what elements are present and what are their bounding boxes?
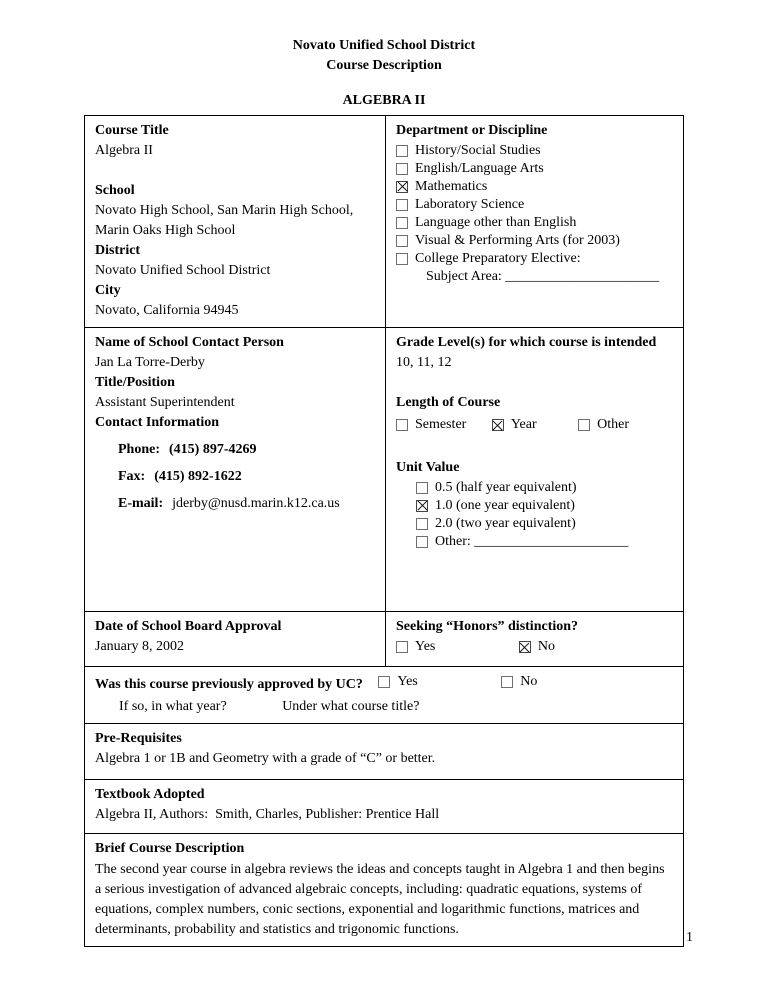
- unit-option: [416, 515, 673, 532]
- checkbox-college-prep-elective[interactable]: [396, 253, 408, 265]
- spacer: [396, 438, 673, 458]
- checkbox-mathematics[interactable]: [396, 181, 408, 193]
- grade-level-value: 10, 11, 12: [396, 355, 452, 370]
- uc-followup-line: [95, 697, 673, 717]
- textbook-text: Algebra II, Authors: Smith, Charles, Publisher: Prentice Hall: [95, 807, 440, 822]
- district-title: Novato Unified School District: [292, 38, 476, 53]
- option-label: Yes: [415, 639, 436, 654]
- unit-option: [416, 497, 673, 514]
- checkbox-uc-yes[interactable]: [378, 676, 390, 688]
- checkbox-visual-performing-arts[interactable]: [396, 235, 408, 247]
- row-description: [85, 833, 683, 946]
- phone-label: Phone:: [118, 442, 160, 457]
- checkbox-unit-other[interactable]: [416, 536, 428, 548]
- option-label: 2.0 (two year equivalent): [435, 516, 576, 531]
- email-line: [118, 494, 375, 514]
- board-approval-date: January 8, 2002: [95, 639, 185, 654]
- department-option: [396, 214, 673, 231]
- checkbox-semester[interactable]: [396, 419, 408, 431]
- department-option: [396, 232, 673, 249]
- option-label: Mathematics: [415, 179, 488, 194]
- length-option-other: [578, 415, 629, 435]
- contact-name-value: Jan La Torre-Derby: [95, 355, 205, 370]
- fax-line: [118, 467, 375, 487]
- board-approval-heading: Date of School Board Approval: [95, 619, 282, 634]
- course-title-value: Algebra II: [95, 143, 153, 158]
- phone-value: (415) 897-4269: [169, 442, 257, 457]
- city-value: Novato, California 94945: [95, 303, 239, 318]
- checkbox-laboratory-science[interactable]: [396, 199, 408, 211]
- length-option-semester: [396, 415, 466, 435]
- row-uc-approval: [85, 666, 683, 723]
- district-label: District: [95, 243, 141, 258]
- checkbox-honors-no[interactable]: [519, 641, 531, 653]
- cell-prerequisites: [85, 724, 683, 779]
- city-label: City: [95, 283, 121, 298]
- option-label: Other: [597, 417, 630, 432]
- option-label: History/Social Studies: [415, 143, 541, 158]
- cell-board-approval: [85, 612, 385, 666]
- row-approval-honors: [85, 611, 683, 666]
- honors-option-yes: [396, 637, 435, 657]
- uc-followup-title: Under what course title?: [282, 699, 420, 714]
- row-prerequisites: [85, 723, 683, 779]
- doc-type-title: Course Description: [326, 58, 442, 73]
- course-title-label: Course Title: [95, 123, 169, 138]
- option-label: 0.5 (half year equivalent): [435, 480, 577, 495]
- contact-person-heading: Name of School Contact Person: [95, 335, 284, 350]
- department-option: [396, 178, 673, 195]
- email-label: E-mail:: [118, 496, 164, 511]
- row-contact-grade: [85, 327, 683, 611]
- option-label: Year: [510, 417, 537, 432]
- option-label: No: [537, 639, 555, 654]
- cell-contact: [85, 328, 385, 611]
- department-heading: Department or Discipline: [396, 123, 548, 138]
- length-of-course-heading: Length of Course: [396, 395, 501, 410]
- option-label: Semester: [415, 417, 467, 432]
- row-course-info: [85, 116, 683, 327]
- uc-question: Was this course previously approved by UC?: [95, 677, 363, 692]
- unit-value-heading: Unit Value: [396, 460, 460, 475]
- description-heading: Brief Course Description: [95, 841, 245, 856]
- spacer: [95, 161, 375, 181]
- course-name-heading: ALGEBRA II: [342, 93, 426, 108]
- checkbox-unit-2-0[interactable]: [416, 518, 428, 530]
- cell-course-identity: [85, 116, 385, 327]
- cell-department: [385, 116, 683, 327]
- option-label: College Preparatory Elective:: [415, 251, 581, 266]
- cell-grade-length-unit: [385, 328, 683, 611]
- page-number: 1: [686, 930, 693, 945]
- title-position-value: Assistant Superintendent: [95, 395, 235, 410]
- description-text: The second year course in algebra reviews the ideas and concepts taught in Algebra 1 and then begins a serious investigation of advanced algebraic concepts, including: quadratic equations, systems of equations, complex numbers, conic sections, exponential and logarithmic functions, matrices and determinants, probability and statistics and trigonomic functions.: [95, 862, 665, 937]
- unit-option: [416, 533, 673, 550]
- option-label: English/Language Arts: [415, 161, 544, 176]
- uc-option-no: [501, 672, 537, 692]
- length-options: [396, 415, 673, 438]
- textbook-heading: Textbook Adopted: [95, 787, 205, 802]
- option-label: 1.0 (one year equivalent): [435, 498, 575, 513]
- cell-textbook: [85, 780, 683, 833]
- fax-label: Fax:: [118, 469, 146, 484]
- checkbox-honors-yes[interactable]: [396, 641, 408, 653]
- honors-options: [396, 637, 673, 660]
- prerequisites-text: Algebra 1 or 1B and Geometry with a grade of “C” or better.: [95, 751, 436, 766]
- option-label: Laboratory Science: [415, 197, 525, 212]
- cell-honors: [385, 612, 683, 666]
- grade-level-heading: Grade Level(s) for which course is intended: [396, 335, 657, 350]
- option-label: Language other than English: [415, 215, 577, 230]
- department-option: [396, 160, 673, 177]
- honors-heading: Seeking “Honors” distinction?: [396, 619, 579, 634]
- checkbox-language-other[interactable]: [396, 217, 408, 229]
- checkbox-english-language-arts[interactable]: [396, 163, 408, 175]
- department-option: [396, 142, 673, 159]
- checkbox-unit-0-5[interactable]: [416, 482, 428, 494]
- option-label: Yes: [397, 674, 418, 689]
- district-value: Novato Unified School District: [95, 263, 271, 278]
- checkbox-year[interactable]: [492, 419, 504, 431]
- course-description-form: [84, 115, 684, 947]
- document-header: [84, 36, 684, 76]
- option-label: No: [520, 674, 538, 689]
- fax-value: (415) 892-1622: [154, 469, 242, 484]
- uc-question-line: [95, 672, 673, 695]
- cell-description: [85, 834, 683, 946]
- phone-line: [118, 440, 375, 460]
- row-textbook: [85, 779, 683, 833]
- uc-followup-year: If so, in what year?: [119, 699, 227, 714]
- subject-area-blank: Subject Area: ______________________: [426, 269, 660, 284]
- contact-info-label: Contact Information: [95, 415, 220, 430]
- unit-option: [416, 479, 673, 496]
- school-value: Novato High School, San Marin High School, Marin Oaks High School: [95, 203, 354, 238]
- checkbox-uc-no[interactable]: [501, 676, 513, 688]
- checkbox-length-other[interactable]: [578, 419, 590, 431]
- email-value: jderby@nusd.marin.k12.ca.us: [172, 496, 340, 511]
- option-label: Visual & Performing Arts (for 2003): [415, 233, 620, 248]
- checkbox-history-social-studies[interactable]: [396, 145, 408, 157]
- department-option: [396, 250, 673, 267]
- uc-option-yes: [378, 672, 417, 692]
- prerequisites-heading: Pre-Requisites: [95, 731, 182, 746]
- title-position-label: Title/Position: [95, 375, 175, 390]
- department-option: [396, 196, 673, 213]
- honors-option-no: [519, 637, 555, 657]
- option-label: Other: ______________________: [435, 534, 629, 549]
- spacer: [396, 373, 673, 393]
- length-option-year: [492, 415, 537, 435]
- school-label: School: [95, 183, 135, 198]
- cell-uc-approval: [85, 667, 683, 723]
- checkbox-unit-1-0[interactable]: [416, 500, 428, 512]
